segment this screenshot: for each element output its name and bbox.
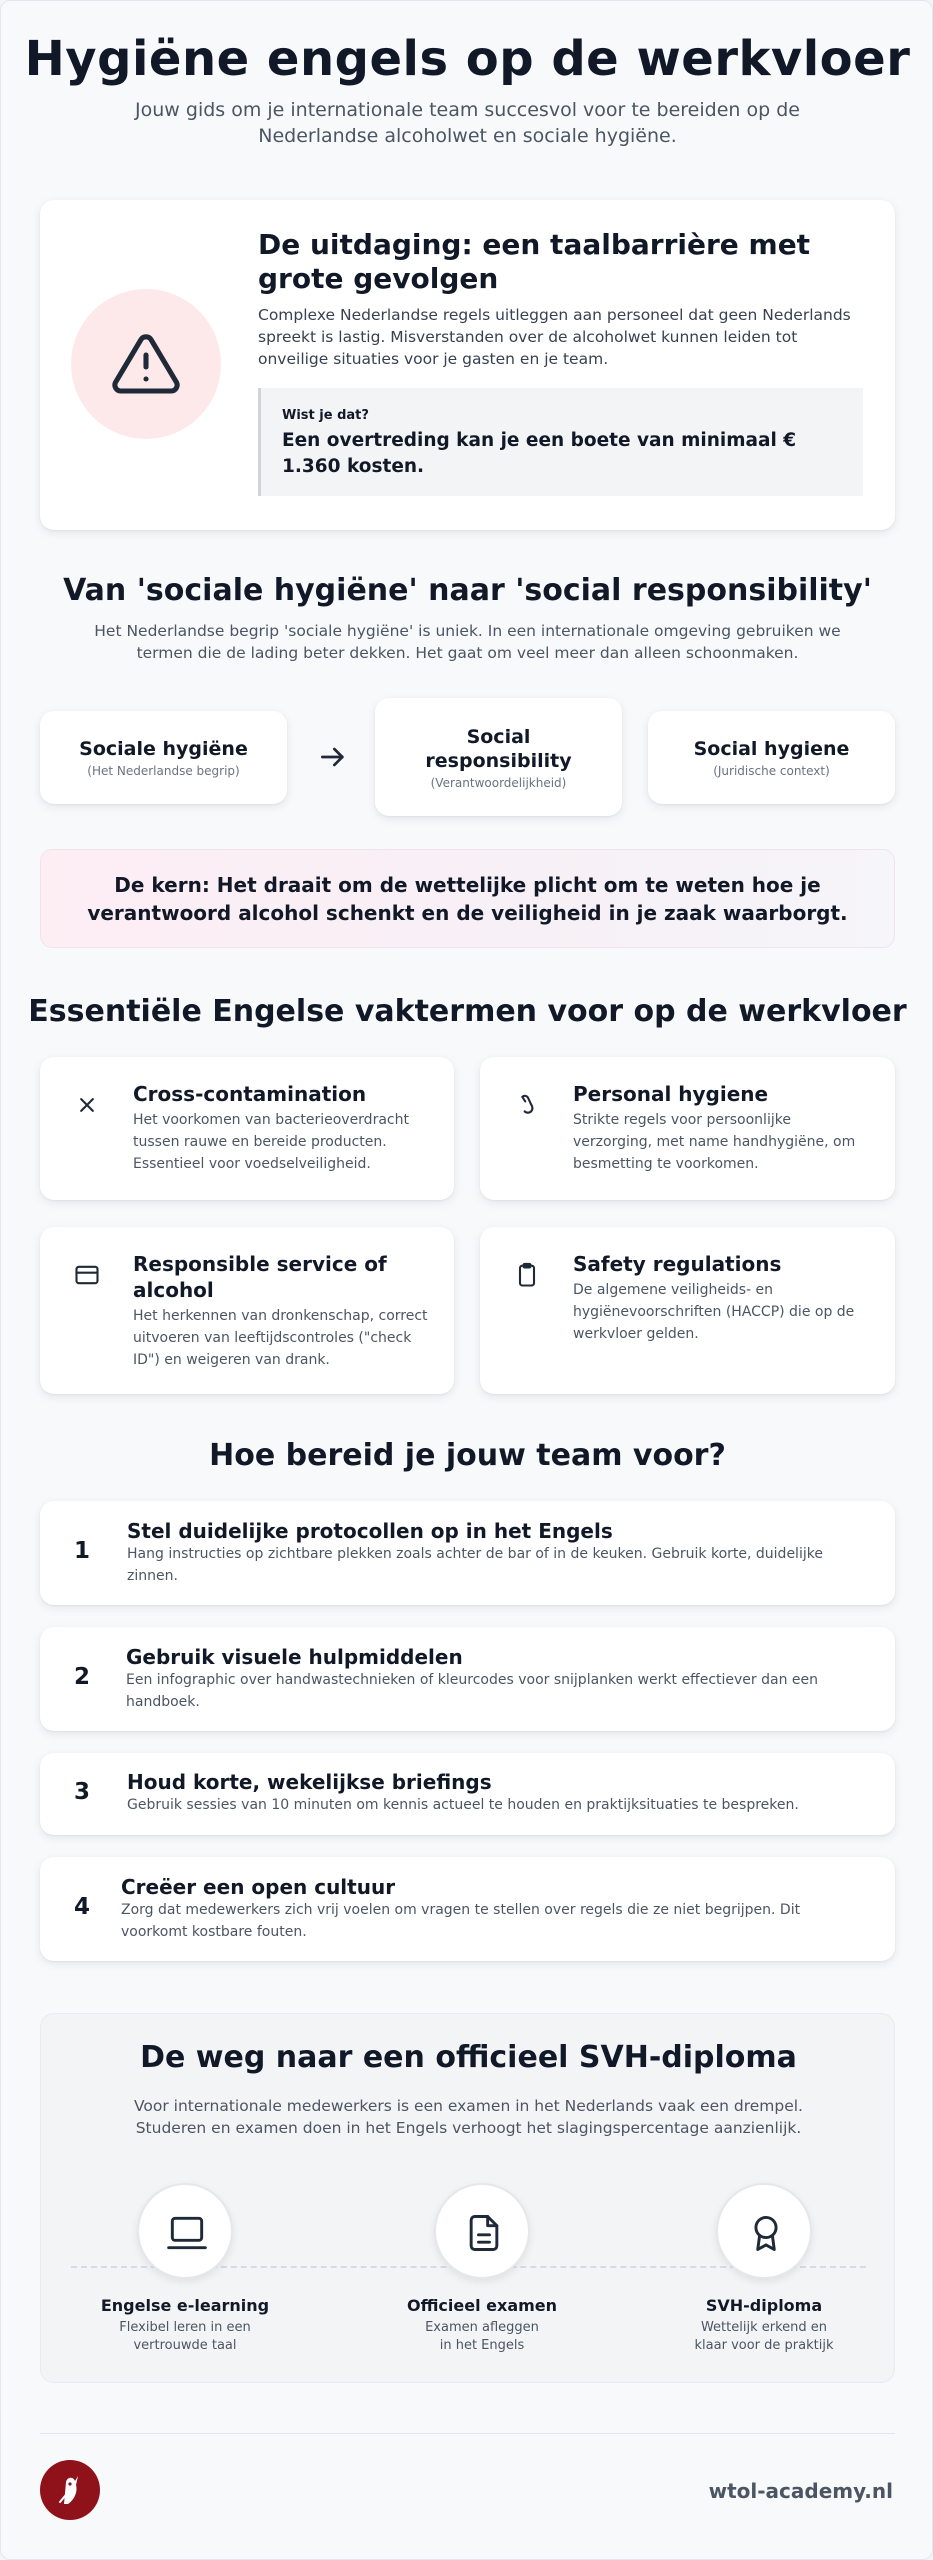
fact-label: Wist je dat? [282, 408, 369, 423]
step-title: Houd korte, wekelijkse briefings [127, 1770, 492, 1794]
svh-step-title: SVH-diploma [705, 2296, 823, 2315]
term-card-responsibility [375, 698, 622, 816]
step-number: 1 [73, 1538, 90, 1564]
vocab-card [40, 1057, 454, 1200]
term-card-dutch [40, 711, 287, 804]
terminology-title: Van 'sociale hygiëne' naar 'social responsibility' [63, 573, 872, 608]
step-text: Gebruik sessies van 10 minuten om kennis actueel te houden en praktijksituaties te bespreken. [127, 1797, 799, 1813]
vocab-term: Safety regulations [573, 1252, 782, 1276]
id-card-icon [73, 1261, 101, 1289]
vocab-title: Essentiële Engelse vaktermen voor op de werkvloer [28, 994, 907, 1029]
step-card [40, 1857, 895, 1961]
challenge-title: De uitdaging: een taalbarrière met grote gevolgen [258, 228, 811, 295]
term-sub: (Het Nederlandse begrip) [87, 764, 240, 778]
svh-step-sub: vertrouwde taal [133, 2338, 237, 2353]
step-number: 2 [73, 1664, 90, 1690]
page-subtitle: Jouw gids om je internationale team succesvol voor te bereiden op de Nederlandse alcoholwet en sociale hygiëne. [135, 99, 800, 147]
owl-logo-icon [40, 2460, 100, 2520]
svh-step-badge [137, 2183, 233, 2279]
challenge-card [40, 200, 895, 530]
svh-text: Voor internationale medewerkers is een examen in het Nederlands vaak een drempel. Studeren en examen doen in het Engels verhoogt het slagingspercentage aanzienlijk. [134, 2097, 803, 2137]
step-number: 4 [73, 1894, 90, 1920]
clipboard-icon [513, 1261, 541, 1289]
footer-website-link[interactable]: wtol-academy.nl [708, 2479, 893, 2503]
term-name: Social hygiene [693, 738, 850, 760]
document-icon [462, 2211, 506, 2255]
step-text: Een infographic over handwastechnieken of kleurcodes voor snijplanken werkt effectiever dan een handboek. [126, 1672, 819, 1710]
fact-text: Een overtreding kan je een boete van minimaal € 1.360 kosten. [282, 430, 797, 477]
core-message [40, 849, 895, 948]
warning-badge [71, 289, 221, 439]
svh-step-sub: Examen afleggen [425, 2320, 539, 2335]
step-text: Hang instructies op zichtbare plekken zoals achter de bar of in de keuken. Gebruik korte, duidelijke zinnen. [127, 1546, 823, 1584]
vocab-card [480, 1227, 895, 1394]
svh-step-title: Officieel examen [406, 2296, 558, 2315]
vocab-definition: Het herkennen van dronkenschap, correct uitvoeren van leeftijdscontroles ("check ID") en weigeren van drank. [133, 1308, 428, 1368]
vocab-definition: De algemene veiligheids- en hygiënevoorschriften (HACCP) die op de werkvloer gelden. [573, 1282, 855, 1342]
step-number: 3 [73, 1779, 90, 1805]
term-name: Social responsibility [425, 725, 572, 772]
terminology-text: Het Nederlandse begrip 'sociale hygiëne' is uniek. In een internationale omgeving gebruiken we termen die de lading beter dekken. Het gaat om veel meer dan alleen schoonmaken. [94, 622, 841, 662]
challenge-text: Complexe Nederlandse regels uitleggen aan personeel dat geen Nederlands spreekt is lastig. Misverstanden over de alcoholwet kunnen leiden tot onveilige situaties voor je gasten en je team. [258, 306, 851, 368]
svh-step-sub: Flexibel leren in een [119, 2320, 251, 2335]
step-card [40, 1627, 895, 1731]
cross-icon [73, 1091, 101, 1119]
core-message-text: De kern: Het draait om de wettelijke plicht om te weten hoe je verantwoord alcohol schenkt en de veiligheid in je zaak waarborgt. [87, 872, 848, 925]
vocab-term: Responsible service of alcohol [133, 1252, 387, 1302]
vocab-card [40, 1227, 454, 1394]
svh-step-sub: in het Engels [439, 2338, 525, 2353]
arrow-right-icon [317, 741, 349, 773]
vocab-term: Personal hygiene [573, 1082, 769, 1106]
vocab-card [480, 1057, 895, 1200]
svh-step-sub: Wettelijk erkend en [700, 2320, 828, 2335]
svh-section [40, 2013, 895, 2383]
svh-step-badge [434, 2183, 530, 2279]
term-name: Sociale hygiëne [79, 738, 248, 760]
step-card [40, 1501, 895, 1605]
svh-step-title: Engelse e-learning [100, 2296, 270, 2315]
step-title: Gebruik visuele hulpmiddelen [126, 1645, 463, 1669]
warning-icon [110, 328, 182, 400]
step-card [40, 1753, 895, 1835]
svh-step-badge [716, 2183, 812, 2279]
term-card-legal [648, 711, 895, 804]
steps-title: Hoe bereid je jouw team voor? [209, 1438, 726, 1473]
laptop-icon [165, 2211, 209, 2255]
vocab-definition: Strikte regels voor persoonlijke verzorging, met name handhygiëne, om besmetting te voorkomen. [573, 1112, 856, 1172]
vocab-definition: Het voorkomen van bacterieoverdracht tussen rauwe en bereide producten. Essentieel voor voedselveiligheid. [133, 1112, 409, 1172]
svh-title: De weg naar een officieel SVH-diploma [140, 2040, 797, 2075]
step-title: Stel duidelijke protocollen op in het Engels [127, 1519, 613, 1543]
page-title: Hygiëne engels op de werkvloer [24, 31, 911, 87]
step-text: Zorg dat medewerkers zich vrij voelen om vragen te stellen over regels die ze niet begrijpen. Dit voorkomt kostbare fouten. [121, 1902, 801, 1940]
footer-divider [40, 2433, 895, 2434]
fact-callout [258, 388, 863, 496]
award-icon [744, 2211, 788, 2255]
bandage-icon [513, 1091, 541, 1119]
term-sub: (Juridische context) [713, 764, 830, 778]
svh-step-sub: klaar voor de praktijk [694, 2338, 834, 2353]
vocab-term: Cross-contamination [133, 1082, 367, 1106]
term-sub: (Verantwoordelijkheid) [430, 775, 567, 790]
step-title: Creëer een open cultuur [121, 1875, 396, 1899]
wtol-logo[interactable] [40, 2460, 100, 2520]
